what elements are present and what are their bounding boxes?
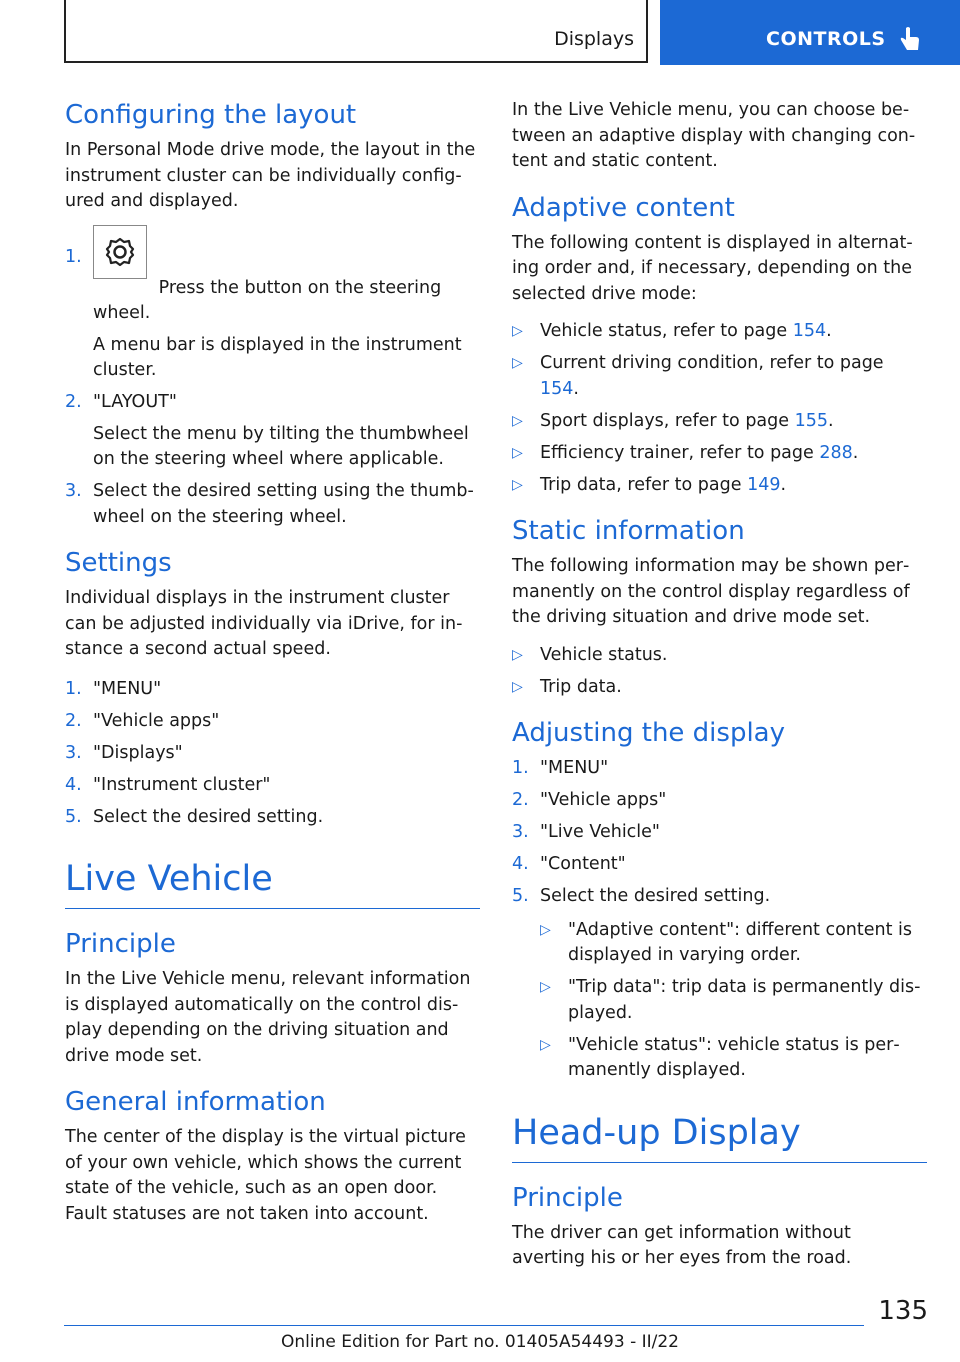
- list-item: [65, 245, 480, 384]
- step-number: 3.: [65, 481, 82, 501]
- configuring-steps-list: [65, 245, 480, 531]
- step-number: 2.: [65, 392, 82, 412]
- item-end: .: [826, 321, 832, 341]
- static-information-list: [512, 643, 927, 701]
- header-section-title: Displays: [554, 28, 634, 50]
- list-item: [512, 473, 927, 499]
- head-up-display-heading: Head-up Display: [512, 1110, 927, 1163]
- list-item: [512, 852, 927, 878]
- list-item: [540, 975, 927, 1026]
- hud-principle-text: The driver can get information without averting his or her eyes from the road.: [512, 1222, 852, 1268]
- settings-heading: Settings: [65, 548, 172, 578]
- item-text: Efficiency trainer, refer to page: [540, 442, 820, 463]
- list-item: [65, 390, 480, 473]
- list-item: [65, 709, 480, 735]
- header-chapter-tab: [660, 0, 960, 65]
- configuring-layout-heading: Configuring the layout: [65, 100, 357, 130]
- triangle-bullet-icon: ▷: [512, 476, 523, 493]
- settings-intro: Individual displays in the instrument cluster can be adjusted individually via iDrive, for in‐stance a second actual speed.: [65, 588, 463, 659]
- option-text: "Trip data": trip data is permanently dis‐played.: [568, 977, 921, 1023]
- gear-icon: [103, 235, 137, 269]
- left-column: [65, 98, 480, 1227]
- hud-principle-section: [512, 1181, 927, 1272]
- step-number: 1.: [65, 678, 82, 699]
- general-information-section: [65, 1085, 480, 1227]
- page-link[interactable]: 154: [540, 378, 574, 399]
- step-text: Select the desired setting using the thumb‐wheel on the steering wheel.: [93, 481, 474, 527]
- step-subtext: Select the menu by tilting the thumbwheel on the steering wheel where applicable.: [93, 423, 469, 469]
- list-item: [512, 756, 927, 782]
- adjusting-options-list: [540, 918, 927, 1084]
- page-link[interactable]: 288: [819, 442, 853, 463]
- footer-edition: Online Edition for Part no. 01405A54493 - II/22: [280, 1332, 679, 1352]
- item-text: Trip data, refer to page: [540, 474, 748, 495]
- item-text: Trip data.: [540, 676, 622, 697]
- step-number: 4.: [65, 774, 82, 795]
- step-text: Select the desired setting.: [540, 886, 771, 906]
- header-section-box: [64, 0, 648, 63]
- list-item: [512, 820, 927, 846]
- step-number: 1.: [65, 246, 82, 267]
- list-item: [65, 677, 480, 703]
- item-text: Vehicle status, refer to page: [540, 321, 793, 341]
- pointing-hand-icon: [898, 26, 922, 54]
- step-text: "Content": [540, 854, 626, 874]
- list-item: [512, 675, 927, 701]
- triangle-bullet-icon: ▷: [540, 1036, 551, 1053]
- list-item: [65, 773, 480, 799]
- right-column: [512, 98, 927, 1272]
- step-number: 3.: [512, 822, 529, 842]
- triangle-bullet-icon: ▷: [512, 323, 523, 339]
- item-end: .: [573, 378, 579, 399]
- item-text: Sport displays, refer to page: [540, 410, 795, 431]
- principle-section: [65, 927, 480, 1069]
- static-information-heading: Static information: [512, 516, 745, 546]
- item-end: .: [828, 410, 834, 431]
- step-text: "MENU": [540, 758, 609, 778]
- item-text: Vehicle status.: [540, 644, 668, 665]
- page-number: 135: [878, 1296, 928, 1326]
- step-number: 1.: [512, 758, 529, 778]
- head-up-display-section: [512, 1110, 927, 1163]
- principle-text: In the Live Vehicle menu, relevant information is displayed automatically on the control dis‐play depending on the driving situation and drive mode set.: [65, 969, 471, 1066]
- adaptive-content-list: [512, 319, 927, 498]
- step-number: 3.: [65, 742, 82, 763]
- triangle-bullet-icon: ▷: [540, 921, 551, 938]
- settings-section: [65, 546, 480, 830]
- list-item: [512, 351, 927, 402]
- list-item: [512, 319, 927, 345]
- step-text: "Displays": [93, 742, 183, 763]
- step-text: Press the button on the steering wheel.: [93, 277, 442, 323]
- live-vehicle-intro: In the Live Vehicle menu, you can choose be‐tween an adaptive display with changing con‐tent and static content.: [512, 100, 916, 171]
- item-end: .: [852, 442, 859, 463]
- list-item: [65, 805, 480, 831]
- item-end: .: [780, 474, 787, 495]
- footer-divider: [64, 1325, 864, 1326]
- step-number: 2.: [65, 710, 82, 731]
- list-item: [540, 1033, 927, 1084]
- triangle-bullet-icon: ▷: [512, 412, 523, 429]
- page-link[interactable]: 154: [792, 321, 827, 341]
- header-chapter-title: CONTROLS: [766, 28, 886, 50]
- list-item: [540, 918, 927, 969]
- static-information-intro: The following information may be shown per‐manently on the control display regardless of the driving situation and drive mode set.: [512, 556, 910, 627]
- principle-heading: Principle: [65, 929, 176, 959]
- list-item: [65, 741, 480, 767]
- option-text: "Adaptive content": different content is displayed in varying order.: [568, 919, 913, 965]
- list-item: [512, 788, 927, 814]
- option-text: "Vehicle status": vehicle status is per‐manently displayed.: [568, 1034, 900, 1080]
- static-information-section: [512, 514, 927, 700]
- settings-steps-list: [65, 677, 480, 831]
- live-vehicle-section: [65, 856, 480, 909]
- triangle-bullet-icon: ▷: [540, 979, 551, 995]
- adjusting-display-section: [512, 716, 927, 1084]
- list-item: [512, 643, 927, 669]
- configuring-layout-intro: In Personal Mode drive mode, the layout in the instrument cluster can be individually config‐ured and displayed.: [65, 140, 476, 211]
- list-item: [512, 884, 927, 1084]
- adaptive-content-section: [512, 191, 927, 499]
- step-text: "MENU": [93, 678, 162, 699]
- page-link[interactable]: 155: [794, 410, 828, 431]
- triangle-bullet-icon: ▷: [512, 355, 523, 371]
- live-vehicle-heading: Live Vehicle: [65, 856, 480, 909]
- steering-wheel-button-image: [93, 225, 147, 279]
- step-subtext: A menu bar is displayed in the instrument cluster.: [93, 334, 462, 380]
- step-number: 5.: [65, 806, 82, 827]
- adaptive-content-intro: The following content is displayed in alternat‐ing order and, if necessary, depending on the selected drive mode:: [512, 232, 913, 304]
- adjusting-display-heading: Adjusting the display: [512, 718, 785, 748]
- step-number: 2.: [512, 790, 529, 810]
- triangle-bullet-icon: ▷: [512, 646, 523, 663]
- list-item: [512, 441, 927, 467]
- hud-principle-heading: Principle: [512, 1182, 623, 1213]
- step-text: "Live Vehicle": [540, 822, 660, 842]
- adaptive-content-heading: Adaptive content: [512, 192, 735, 223]
- step-text: "LAYOUT": [93, 392, 177, 412]
- step-text: "Instrument cluster": [93, 774, 271, 795]
- triangle-bullet-icon: ▷: [512, 678, 523, 695]
- step-number: 4.: [512, 854, 529, 874]
- step-text: "Vehicle apps": [93, 710, 220, 731]
- list-item: [512, 409, 927, 435]
- adjusting-steps-list: [512, 756, 927, 1084]
- triangle-bullet-icon: ▷: [512, 444, 523, 461]
- step-text: "Vehicle apps": [540, 790, 667, 810]
- page-link[interactable]: 149: [747, 474, 781, 495]
- general-information-heading: General information: [65, 1087, 326, 1117]
- step-text: Select the desired setting.: [93, 806, 324, 827]
- item-text: Current driving condition, refer to page: [540, 353, 884, 373]
- configuring-layout-section: [65, 98, 480, 530]
- list-item: [65, 479, 480, 530]
- step-number: 5.: [512, 886, 529, 906]
- general-information-text: The center of the display is the virtual picture of your own vehicle, which shows the current state of the vehicle, such as an open door. Fault statuses are not taken into account.: [65, 1127, 466, 1224]
